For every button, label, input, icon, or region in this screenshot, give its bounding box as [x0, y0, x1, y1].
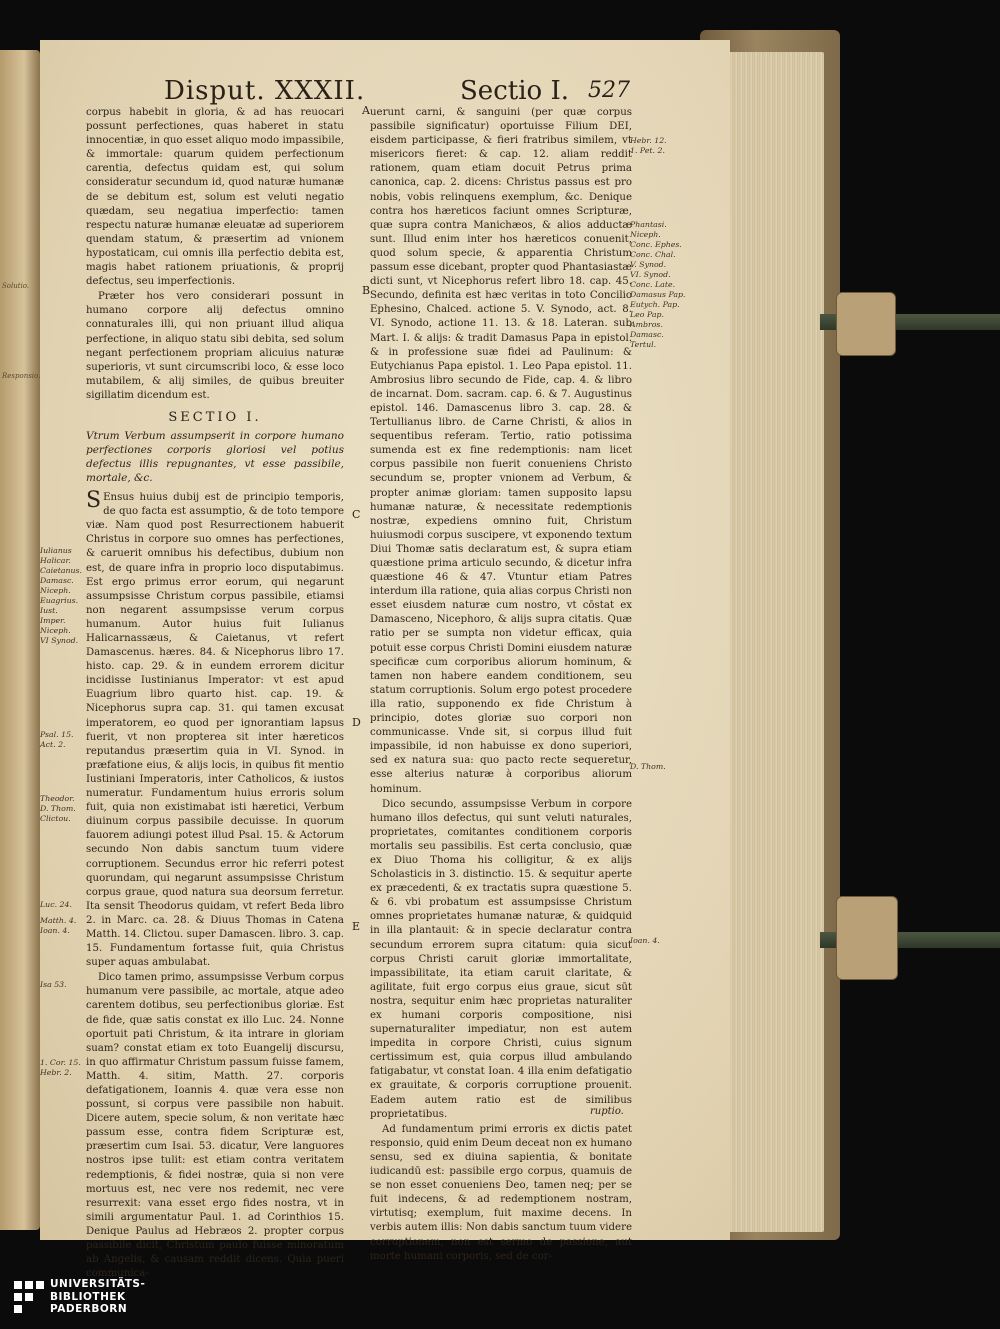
text-column-left — [86, 106, 344, 1282]
section-letter: A — [362, 104, 370, 117]
section-subtitle: Vtrum Verbum assumpserit in corpore humano perfectiones corporis gloriosi vel potius defectus illis repugnantes, vt esse passibile, mortale, &c. — [86, 430, 344, 485]
paragraph-text: Ensus huius dubij est de principio temporis, de quo facta est assumptio, & de toto tempore viæ. Nam quod post Resurrectionem habuerit Christus in corpore suo omnes has perfectiones, & caruerit omnibus his defectibus, dubium non est, de quare infra in proprio loco disputabimus. Est ergo primus error eorum, qui negarunt assumpsisse Christum corpus passibile, etiamsi non negarent assumpsisse verum corpus humanum. Autor huius fuit Iulianus Halicarnassæus, & Caietanus, vt refert Damascenus. hæres. 84. & Nicephorus libro 17. histo. cap. 29. & in eundem errorem dicitur incidisse Iustinianus Imperator: vt est apud Euagrium libro quarto hist. cap. 19. & Nicephorus supra cap. 31. qui tamen excusat imperatorem, eo quod per ignorantiam lapsus fuerit, vt non propterea sit inter hæreticos reputandus præsertim quia in VI. Synod. in præfatione eius, & alijs locis, in quibus fit mentio Iustiniani Imperatoris, inter Catholicos, & iustos numeratur. Fundamentum huius erroris solum fuit, quia non existimabat isti hæretici, Verbum diuinum corpus passibile decuisse. In quorum fauorem adiungi potest illud Psal. 15. & Actorum secundo Non dabis sanctum tuum videre corruptionem. Secundus error hic referri potest quorundam, qui negarunt assumpsisse Christum corpus graue, quod natura sua deorsum ferretur. Ita sensit Theodorus quidam, vt refert Beda libro 2. in Marc. ca. 28. & Diuus Thomas in Catena Matth. 14. Clictou. super Damascen. libro. 3. cap. 15. Fundamentum fortasse fuit, quia Christus super aquas ambulabat. — [86, 492, 344, 969]
margin-note-right: Ioan. 4. — [630, 936, 660, 945]
section-letter: B — [362, 284, 371, 297]
library-logo-text: UNIVERSITÄTS- BIBLIOTHEK PADERBORN — [50, 1278, 146, 1315]
header-section: Sectio I. — [460, 76, 569, 106]
left-page-fragment: Responsio. — [2, 372, 41, 380]
paragraph: Dico secundo, assumpsisse Verbum in corpore humano illos defectus, qui sunt veluti naturales, proprietates, comitantes conditionem corporis mortalis seu passibilis. Est certa conclusio, quæ ex Diuo Thoma his colligitur, & ex alijs Scholasticis in 3. distinctio. 15. & sequitur aperte ex præcedenti, & ex tractatis supra quæstione 5. & 6. vbi probatum est assumpsisse Christum omnes proprietates humanæ naturæ, & quidquid in illa plantauit: & in specie declaratur contra secundum errorem supra citatum: quia sicut corpus Christi caruit gloriæ immortalitate, impassibilitate, ita etiam caruit claritate, & agilitate, fuit ergo corpus eius graue, sicut sūt nostra, sequitur enim hæc proprietas naturaliter ex humani corporis compositione, nisi supernaturaliter impediatur, non est autem impedita in corpore Christi, cuius signum certissimum est, quia corpus illud ambulando fatigabatur, vt constat Ioan. 4 illa enim defatigatio ex grauitate, & corporis corruptione prouenit. Eadem autem ratio est de similibus proprietatibus. — [370, 798, 632, 1120]
paragraph: Dico tamen primo, assumpsisse Verbum corpus humanum vere passibile, ac mortale, atque adeo carentem dotibus, seu perfectionibus gloriæ. Est de fide, quæ satis constat ex illo Luc. 24. Nonne oportuit pati Christum, & ita intrare in gloriam suam? constat etiam ex toto Euangelij discursu, in quo affirmatur Christum passum fuisse famem, Matth. 4. sitim, Matth. 27. corporis defatigationem, Ioannis 4. quæ vera esse non possunt, si corpus vere passibile non habuit. Dicere autem, specie solum, & non veritate hæc passum esse, contra fidem Scripturæ est, præsertim cum Isai. 53. dicatur, Vere languores nostros ipse tulit: est etiam contra veritatem redemptionis, & fidei nostræ, quia si non vere mortuus est, nec vere nos redemit, nec vere resurrexit: vana esset ergo fides nostra, vt in simili argumentatur Paul. 1. ad Corinthios 15. Denique Paulus ad Hebræos 2. propter corpus passibile dicit, Christum paulo fuisse minoratum ab Angelis, & causam reddit dicens. Quia pueri communica- — [86, 972, 344, 1280]
left-page-edge — [0, 50, 40, 1230]
margin-note-left: Psal. 15. Act. 2. — [40, 730, 74, 749]
section-letter: D — [352, 716, 361, 729]
clasp-bottom — [836, 896, 898, 980]
margin-note-left: 1. Cor. 15. Hebr. 2. — [40, 1058, 81, 1077]
library-logo — [14, 1278, 214, 1318]
header-disputation: Disput. XXXII. — [164, 76, 366, 106]
paragraph: Ad fundamentum primi erroris ex dictis patet responsio, quid enim Deum deceat non ex humano sensu, sed ex diuina sapientia, & bonitate iudicandū est: passibile ergo corpus, quamuis de se non esset conueniens Deo, tamen neq; per se fuit indecens, & ad redemptionem nostram, virtutisq; exemplum, fuit maxime decens. In verbis autem illis: Non dabis sanctum tuum videre corruptionem, non est sermo de passione, aut morte humani corporis, sed de cor- — [370, 1123, 632, 1262]
paragraph: uerunt carni, & sanguini (per quæ corpus passibile significatur) oportuisse Filium DEI, eisdem participasse, & fieri fratribus similem, vt misericors fieret: & cap. 12. aliam reddit rationem, quam etiam docuit Petrus prima canonica, cap. 2. dicens: Christus passus est pro nobis, vobis relinquens exemplum, &c. Denique contra hos hæreticos faciunt omnes Scripturæ, quæ supra contra Manichæos, & alios adductæ sunt. Illud enim inter hos hæreticos conuenit, quod solum specie, & apparentia Christum passum esse dicebant, propter quod Phantasiastæ dicti sunt, vt Nicephorus refert libro 18. cap. 45. Secundo, definita est hæc veritas in toto Concilio Ephesino, Chalced. actione 5. V. Synodo, act. 8. VI. Synodo, actione 11. 13. & 18. Lateran. sub Mart. I. & alijs: & tradit Damasus Papa in epistol. & in professione suæ fidei ad Paulinum: & Eutychianus Papa epistol. 1. Leo Papa epistol. 11. Ambrosius libro secundo de Fide, cap. 4. & libro de incarnat. Dom. sacram. cap. 6. & 7. Augustinus epistol. 146. Damascenus libro 3. cap. 28. & Tertullianus libro. de Carne Christi, & alios in sequentibus referam. Tertio, ratio potissima sumenda est ex fine redemptionis: nam licet corpus passibile non fuerit conueniens Christo secundum se, propter vnionem ad Verbum, & propter animæ gloriam: tamen supposito lapsu humanæ naturæ, & necessitate redemptionis nostræ, expediens omnino fuit, Christum huiusmodi corpus suscipere, vt exponendo textum Diui Thomæ satis declaratum est, & supra etiam quæstione prima articulo secundo, & dicetur infra quæstione 46 & 47. Vtuntur etiam Patres interdum illa ratione, quia alias corpus Christi non esset eiusdem naturæ cum nostro, vt cōstat ex Damasceno, Nicephoro, & alijs supra citatis. Quæ ratio per se sumpta non videtur efficax, quia potuit esse corpus Christi Domini eiusdem naturæ specificæ cum corporibus aliorum hominum, & tamen non habere eandem conditionem, seu statum corruptionis. Solum ergo potest procedere illa ratio, supponendo ex fide Christum à principio, dotes gloriæ suo corpori non communicasse. Vnde sit, si corpus illud fuit impassibile, id non habuisse ex dono superiori, sed ex natura sua: quo pacto recte sequeretur, esse alterius naturæ à corporibus aliorum hominum. — [370, 107, 632, 795]
margin-note-right: Phantasi. Niceph. Conc. Ephes. Conc. Chal. V. Synod. VI. Synod. Conc. Late. Damasus Pap. Eutych. Pap. Leo Pap. Ambros. Damasc. Tertul. — [630, 220, 686, 349]
margin-note-right: D. Thom. — [630, 762, 666, 771]
page-number: 527 — [588, 78, 630, 103]
paragraph — [86, 488, 344, 970]
left-page-fragment: Solutio. — [2, 282, 30, 290]
book-page — [40, 40, 730, 1280]
section-letter: C — [352, 508, 361, 521]
text-column-right — [370, 106, 632, 1265]
margin-note-left: Iulianus Halicar. Caietanus. Damasc. Niceph. Euagrius. Iust. Imper. Niceph. VI Synod. — [40, 546, 83, 645]
margin-note-left: Matth. 4. Ioan. 4. — [40, 916, 77, 935]
margin-note-left: Isa 53. — [40, 980, 67, 989]
catchword: ruptio. — [590, 1106, 624, 1117]
drop-cap: S — [86, 488, 102, 514]
margin-note-left: Luc. 24. — [40, 900, 72, 909]
page-block-edge — [718, 52, 824, 1232]
paragraph: corpus habebit in gloria, & ad has reuocari possunt perfectiones, quas haberet in statu innocentiæ, in quo esset aliquo modo impassibile, & immortale: quarum quidem perfectionum carentia, defectus quidam est, qui solum consideratur secundum id, quod naturæ humanæ de se debitum est, solum est veluti negatio quædam, seu negatiua imperfectio: tamen respectu naturæ humanæ eleuatæ ad superiorem quendam statum, & præsertim ad vnionem hypostaticam, cui omnis illa perfectio debita est, magis habet rationem priuationis, & proprij defectus, seu imperfectionis. — [86, 107, 344, 288]
margin-note-right: Hebr. 12. 1. Pet. 2. — [630, 136, 667, 155]
paragraph: Præter hos vero considerari possunt in humano corpore alij defectus omnino connaturales illi, qui non priuant illud aliqua perfectione, in aliquo statu sibi debita, sed solum negant perfectionem propriam alicuius naturæ superioris, vt sunt circumscribi loco, & esse loco mutabilem, & alij similes, de quibus breuiter sigillatim dicendum est. — [86, 291, 344, 401]
margin-note-left: Theodor. D. Thom. Clictou. — [40, 794, 76, 823]
clasp-top — [836, 292, 896, 356]
section-title: SECTIO I. — [168, 409, 262, 425]
section-letter: E — [352, 920, 361, 933]
library-logo-mark-icon — [14, 1281, 44, 1315]
